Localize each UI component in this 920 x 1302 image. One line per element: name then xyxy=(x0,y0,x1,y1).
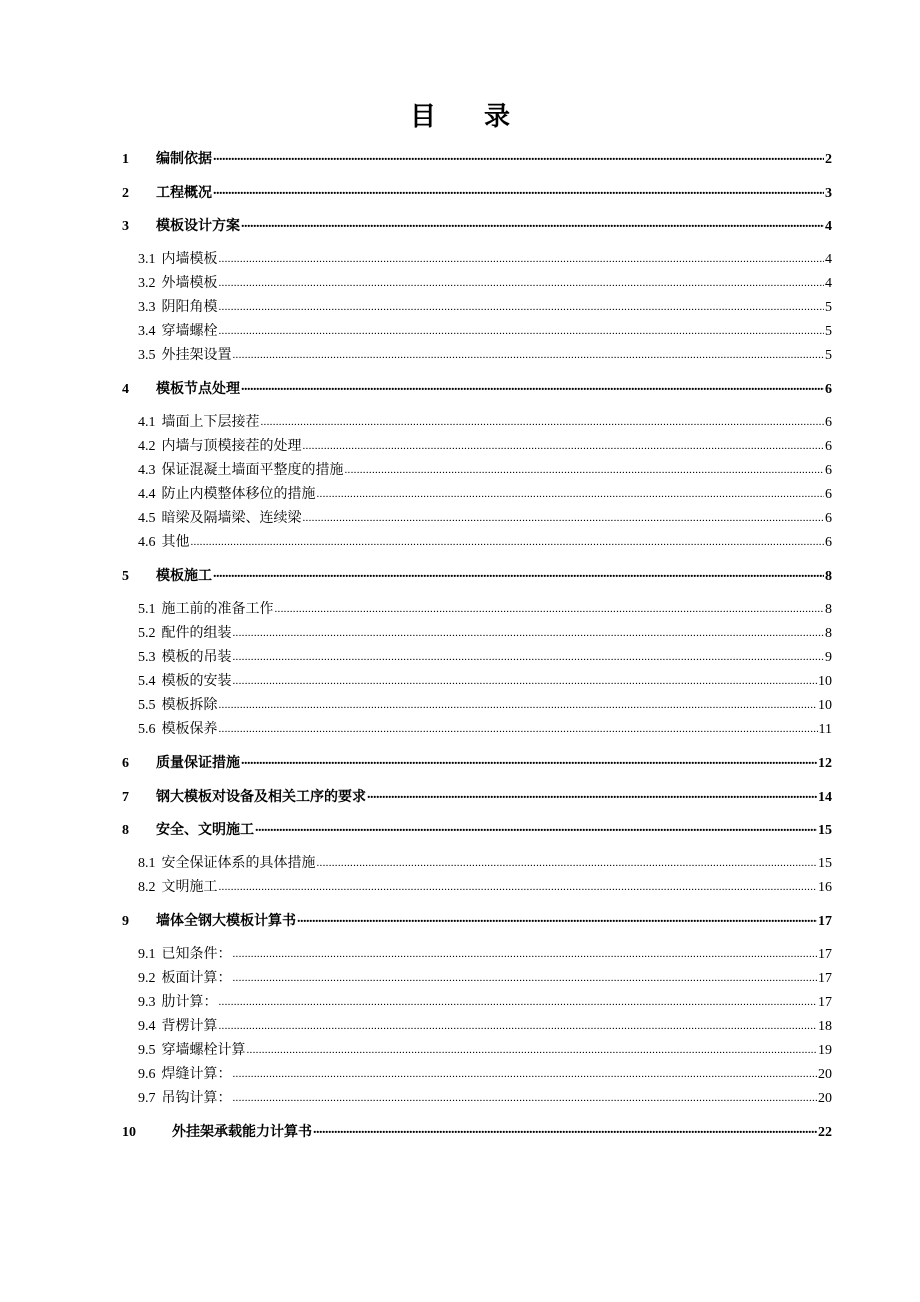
toc-entry[interactable] xyxy=(138,876,832,896)
toc-entry-label: 内墙模板 xyxy=(161,252,218,267)
toc-entry-label: 安全保证体系的具体措施 xyxy=(161,856,316,871)
toc-entry-label: 穿墙螺栓 xyxy=(161,324,218,339)
toc-entry-page: 5 xyxy=(825,300,832,315)
toc-entry-number: 10 xyxy=(122,1125,136,1140)
toc-entry-label: 暗梁及隔墙梁、连续梁 xyxy=(161,511,302,526)
toc-entry[interactable] xyxy=(138,435,832,455)
toc-entry-label: 施工前的准备工作 xyxy=(161,602,274,617)
toc-entry-page: 6 xyxy=(825,382,832,397)
toc-leader-dots xyxy=(297,911,817,925)
toc-leader-dots xyxy=(255,820,817,834)
toc-entry-page: 6 xyxy=(825,487,832,502)
toc-entry[interactable] xyxy=(138,531,832,551)
toc-leader-dots xyxy=(219,273,825,287)
toc-entry-page: 11 xyxy=(818,722,832,737)
toc-entry-label: 墙面上下层接茬 xyxy=(161,415,260,430)
toc-leader-dots xyxy=(241,753,817,767)
toc-entry-label: 模板设计方案 xyxy=(156,219,240,234)
toc-leader-dots xyxy=(247,1040,818,1054)
toc-leader-dots xyxy=(219,992,818,1006)
toc-entry[interactable] xyxy=(138,694,832,714)
toc-entry-label: 内墙与顶模接茬的处理 xyxy=(161,439,302,454)
toc-entry-label: 背楞计算 xyxy=(161,1019,218,1034)
toc-entry[interactable] xyxy=(122,565,832,585)
toc-entry-page: 17 xyxy=(818,914,832,929)
toc-entry-page: 6 xyxy=(825,439,832,454)
toc-leader-dots xyxy=(233,671,818,685)
toc-entry-number: 2 xyxy=(122,186,129,201)
toc-entry-page: 15 xyxy=(818,823,832,838)
toc-entry-number: 3.4 xyxy=(138,324,156,339)
toc-entry-label: 模板施工 xyxy=(156,569,212,584)
toc-entry[interactable] xyxy=(138,1063,832,1083)
toc-entry-number: 5.2 xyxy=(138,626,156,641)
toc-entry[interactable] xyxy=(122,215,832,235)
toc-entry[interactable] xyxy=(122,182,832,202)
toc-entry-number: 9.7 xyxy=(138,1091,156,1106)
toc-entry-page: 5 xyxy=(825,324,832,339)
toc-entry-page: 18 xyxy=(818,1019,832,1034)
toc-leader-dots xyxy=(219,1016,818,1030)
toc-entry-number: 4.1 xyxy=(138,415,156,430)
toc-entry-label: 吊钩计算： xyxy=(161,1091,232,1106)
toc-entry-label: 板面计算： xyxy=(161,971,232,986)
toc-entry[interactable] xyxy=(138,943,832,963)
toc-leader-dots xyxy=(303,508,825,522)
toc-entry-page: 6 xyxy=(825,511,832,526)
toc-leader-dots xyxy=(213,149,824,163)
toc-leader-dots xyxy=(219,719,818,733)
toc-entry-label: 外挂架设置 xyxy=(161,348,232,363)
toc-entry-label: 穿墙螺栓计算 xyxy=(161,1043,246,1058)
toc-entry-label: 外挂架承载能力计算书 xyxy=(172,1125,312,1140)
toc-entry-page: 8 xyxy=(825,569,832,584)
toc-entry-page: 19 xyxy=(818,1043,832,1058)
toc-entry[interactable] xyxy=(138,622,832,642)
toc-entry-label: 肋计算： xyxy=(161,995,218,1010)
toc-entry-page: 2 xyxy=(825,152,832,167)
toc-entry-number: 5.5 xyxy=(138,698,156,713)
toc-entry-label: 安全、文明施工 xyxy=(156,823,254,838)
toc-leader-dots xyxy=(241,379,824,393)
toc-entry-label: 模板保养 xyxy=(161,722,218,737)
toc-entry-label: 钢大模板对设备及相关工序的要求 xyxy=(156,790,366,805)
toc-entry-page: 22 xyxy=(818,1125,832,1140)
toc-entry-label: 模板拆除 xyxy=(161,698,218,713)
toc-leader-dots xyxy=(219,321,825,335)
toc-entry-page: 6 xyxy=(825,535,832,550)
toc-entry[interactable] xyxy=(138,1039,832,1059)
toc-leader-dots xyxy=(213,183,824,197)
toc-entry-page: 12 xyxy=(818,756,832,771)
toc-entry-label: 其他 xyxy=(161,535,190,550)
toc-entry-number: 9.1 xyxy=(138,947,156,962)
toc-entry[interactable] xyxy=(138,1087,832,1107)
toc-entry-number: 5.4 xyxy=(138,674,156,689)
toc-entry-number: 4.6 xyxy=(138,535,156,550)
toc-entry-number: 4 xyxy=(122,382,129,397)
toc-entry[interactable] xyxy=(138,296,832,316)
toc-leader-dots xyxy=(345,460,825,474)
toc-entry[interactable] xyxy=(138,991,832,1011)
toc-leader-dots xyxy=(233,623,825,637)
toc-entry[interactable] xyxy=(138,1015,832,1035)
toc-entry-label: 墙体全钢大模板计算书 xyxy=(156,914,296,929)
toc-leader-dots xyxy=(233,1064,818,1078)
toc-entry-number: 9.5 xyxy=(138,1043,156,1058)
toc-entry[interactable] xyxy=(138,411,832,431)
toc-leader-dots xyxy=(313,1122,817,1136)
toc-entry-number: 6 xyxy=(122,756,129,771)
toc-leader-dots xyxy=(275,599,825,613)
toc-leader-dots xyxy=(261,412,825,426)
toc-entry[interactable] xyxy=(138,646,832,666)
toc-entry-label: 模板节点处理 xyxy=(156,382,240,397)
toc-entry-number: 4.2 xyxy=(138,439,156,454)
toc-entry-number: 9.6 xyxy=(138,1067,156,1082)
toc-entry[interactable] xyxy=(138,272,832,292)
toc-entry[interactable] xyxy=(138,967,832,987)
toc-entry-page: 20 xyxy=(818,1091,832,1106)
toc-entry-label: 阴阳角模 xyxy=(161,300,218,315)
toc-entry-number: 1 xyxy=(122,152,129,167)
toc-entry-label: 模板的吊装 xyxy=(161,650,232,665)
toc-leader-dots xyxy=(233,345,825,359)
toc-entry-number: 9 xyxy=(122,914,129,929)
toc-entry-number: 5.3 xyxy=(138,650,156,665)
toc-entry-page: 6 xyxy=(825,415,832,430)
toc-entry-label: 模板的安装 xyxy=(161,674,232,689)
toc-entry-page: 10 xyxy=(818,698,832,713)
toc-entry-page: 8 xyxy=(825,602,832,617)
toc-entry-label: 配件的组装 xyxy=(161,626,232,641)
toc-leader-dots xyxy=(317,853,818,867)
title-char-2: 录 xyxy=(484,102,511,131)
toc-entry-page: 16 xyxy=(818,880,832,895)
toc-entry-number: 4.4 xyxy=(138,487,156,502)
toc-entry[interactable] xyxy=(122,1121,832,1141)
toc-entry-page: 4 xyxy=(825,219,832,234)
toc-entry-page: 9 xyxy=(825,650,832,665)
toc-entry-label: 工程概况 xyxy=(156,186,212,201)
toc-entry-page: 10 xyxy=(818,674,832,689)
toc-entry[interactable] xyxy=(138,320,832,340)
toc-entry[interactable] xyxy=(138,483,832,503)
toc-entry-label: 防止内模整体移位的措施 xyxy=(161,487,316,502)
toc-entry-number: 9.4 xyxy=(138,1019,156,1034)
toc-entry[interactable] xyxy=(138,248,832,268)
toc-entry-number: 8 xyxy=(122,823,129,838)
title-char-1: 目 xyxy=(409,102,436,131)
toc-entry[interactable] xyxy=(138,344,832,364)
toc-leader-dots xyxy=(317,484,825,498)
toc-entry-page: 4 xyxy=(825,276,832,291)
toc-entry-label: 编制依据 xyxy=(156,152,212,167)
toc-entry-label: 已知条件： xyxy=(161,947,232,962)
toc-leader-dots xyxy=(219,297,825,311)
toc-entry-label: 焊缝计算： xyxy=(161,1067,232,1082)
toc-entry-label: 质量保证措施 xyxy=(156,756,240,771)
toc-entry-label: 保证混凝土墙面平整度的措施 xyxy=(161,463,344,478)
toc-entry[interactable] xyxy=(122,786,832,806)
toc-leader-dots xyxy=(241,216,824,230)
toc-entry[interactable] xyxy=(138,507,832,527)
toc-entry[interactable] xyxy=(122,819,832,839)
toc-leader-dots xyxy=(233,1088,818,1102)
toc-entry-number: 3 xyxy=(122,219,129,234)
toc-entry[interactable] xyxy=(122,910,832,930)
toc-entry-page: 5 xyxy=(825,348,832,363)
toc-entry-number: 3.3 xyxy=(138,300,156,315)
toc-entry-number: 5.1 xyxy=(138,602,156,617)
toc-leader-dots xyxy=(219,695,818,709)
toc-leader-dots xyxy=(191,532,825,546)
toc-entry[interactable] xyxy=(138,852,832,872)
toc-entry-page: 6 xyxy=(825,463,832,478)
toc-entry[interactable] xyxy=(122,378,832,398)
toc-entry-page: 17 xyxy=(818,971,832,986)
toc-entry-number: 7 xyxy=(122,790,129,805)
toc-entry-number: 3.1 xyxy=(138,252,156,267)
toc-leader-dots xyxy=(233,968,818,982)
toc-leader-dots xyxy=(219,249,825,263)
toc-entry-page: 20 xyxy=(818,1067,832,1082)
toc-leader-dots xyxy=(213,566,824,580)
toc-entry-number: 9.3 xyxy=(138,995,156,1010)
toc-entry-page: 15 xyxy=(818,856,832,871)
toc-entry-label: 文明施工 xyxy=(161,880,218,895)
toc-entry-number: 4.3 xyxy=(138,463,156,478)
toc-entry-number: 9.2 xyxy=(138,971,156,986)
toc-entry[interactable] xyxy=(122,752,832,772)
toc-entry-number: 8.1 xyxy=(138,856,156,871)
toc-entry[interactable] xyxy=(138,670,832,690)
toc-entry-page: 3 xyxy=(825,186,832,201)
toc-entry-number: 8.2 xyxy=(138,880,156,895)
toc-entry-number: 3.5 xyxy=(138,348,156,363)
toc-entry-page: 8 xyxy=(825,626,832,641)
toc-entry-page: 4 xyxy=(825,252,832,267)
toc-leader-dots xyxy=(303,436,825,450)
toc-leader-dots xyxy=(367,787,817,801)
toc-leader-dots xyxy=(219,877,818,891)
toc-leader-dots xyxy=(233,647,825,661)
toc-entry-number: 4.5 xyxy=(138,511,156,526)
toc-entry-label: 外墙模板 xyxy=(161,276,218,291)
toc-leader-dots xyxy=(233,944,818,958)
toc-entry-number: 3.2 xyxy=(138,276,156,291)
toc-entry-page: 14 xyxy=(818,790,832,805)
toc-entry[interactable] xyxy=(122,148,832,168)
toc-entry[interactable] xyxy=(138,718,832,738)
toc-entry[interactable] xyxy=(138,598,832,618)
toc-entry[interactable] xyxy=(138,459,832,479)
toc-entry-page: 17 xyxy=(818,947,832,962)
toc-entry-number: 5 xyxy=(122,569,129,584)
toc-entry-number: 5.6 xyxy=(138,722,156,737)
toc-entry-page: 17 xyxy=(818,995,832,1010)
